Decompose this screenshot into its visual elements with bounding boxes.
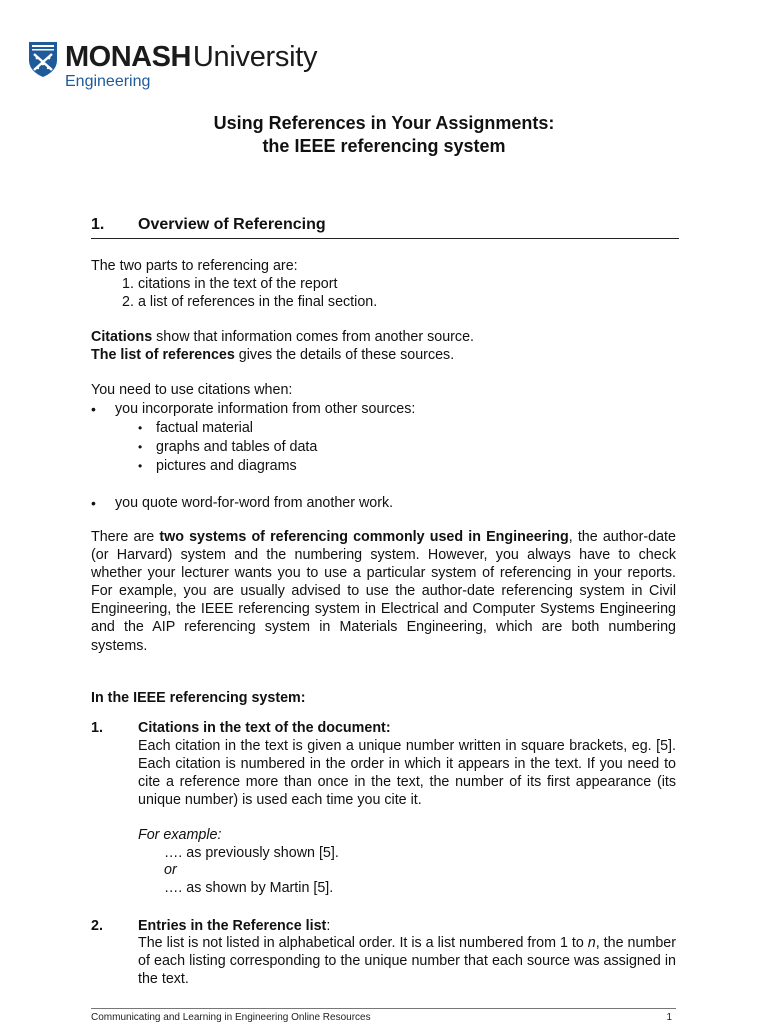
brand-name [65,40,317,74]
page-footer [91,1008,676,1023]
monash-logo [27,40,357,96]
list-item-number: 1. [122,276,134,292]
sub-bullet-item: factual material [156,420,253,436]
section-number: 1. [91,216,105,233]
systems-bold: two systems of referencing commonly used in Engineering [159,529,569,545]
section-title: Overview of Referencing [138,216,326,233]
item-body-post: , the number of each listing corresponding to the unique number that each source was assigned in the text. [138,935,677,988]
item-number: 1. [91,720,103,736]
bullet-icon: • [138,421,143,435]
brand-bold: MONASH [65,41,191,73]
citations-definition [91,328,474,346]
item-title-line [138,917,330,935]
page-number: 1 [666,1012,672,1023]
monash-crest-icon [27,40,59,78]
bullet-item: you incorporate information from other sources: [115,401,416,417]
document-title-line1: Using References in Your Assignments: [213,113,555,133]
list-definition [91,346,454,364]
example-line: …. as previously shown [5]. [164,845,339,861]
list-def: gives the details of these sources. [234,347,455,363]
footer-text: Communicating and Learning in Engineering Online Resources [91,1012,371,1023]
sub-bullet-item: pictures and diagrams [156,458,297,474]
item-title: Citations in the text of the document: [138,720,391,736]
systems-pre: There are [91,529,160,545]
item-title-colon: : [326,918,331,934]
item-number: 2. [91,918,103,934]
parts-lead: The two parts to referencing are: [91,258,298,274]
citations-def: show that information comes from another source. [152,329,474,345]
list-item: citations in the text of the report [138,276,338,292]
faculty-name: Engineering [65,73,151,90]
list-term: The list of references [91,347,235,363]
document-title-line2: the IEEE referencing system [262,136,506,156]
list-item-number: 2. [122,294,134,310]
item-body [138,934,676,988]
systems-post: , the author-date (or Harvard) system and the numbering system. However, you always have to check whether your lecturer wants you to use a particular system of referencing in your reports. For example, you are usually advised to use the author-date referencing system in Civil Engineering, the IEEE referencing system in Electrical and Computer Systems Engineering and the AIP referencing system in Materials Engineering, which are both numbering systems. [91,529,676,654]
example-or: or [164,862,177,878]
list-item: a list of references in the final section. [138,294,378,310]
brand-rest: University [192,41,318,73]
example-line: …. as shown by Martin [5]. [164,880,334,896]
section-heading [91,216,679,239]
item-title: Entries in the Reference list [138,918,327,934]
bullet-item: you quote word-for-word from another work. [115,495,394,511]
item-body-n: n [587,935,596,951]
item-body: Each citation in the text is given a unique number written in square brackets, eg. [5]. Each citation is numbered in the order in which it appears in the text. If you need to cite a reference more than once in the text, the number of its first appearance (its unique number) is used each time you cite it. [138,738,676,809]
when-lead: You need to use citations when: [91,382,293,398]
example-label: For example: [138,827,222,843]
bullet-icon: • [91,495,96,511]
systems-paragraph [91,528,676,655]
ieee-heading: In the IEEE referencing system: [91,690,306,706]
bullet-icon: • [138,440,143,454]
citations-term: Citations [91,329,153,345]
bullet-icon: • [91,401,96,417]
item-body-pre: The list is not listed in alphabetical order. It is a list numbered from 1 to [138,935,588,951]
bullet-icon: • [138,459,143,473]
sub-bullet-item: graphs and tables of data [156,439,318,455]
